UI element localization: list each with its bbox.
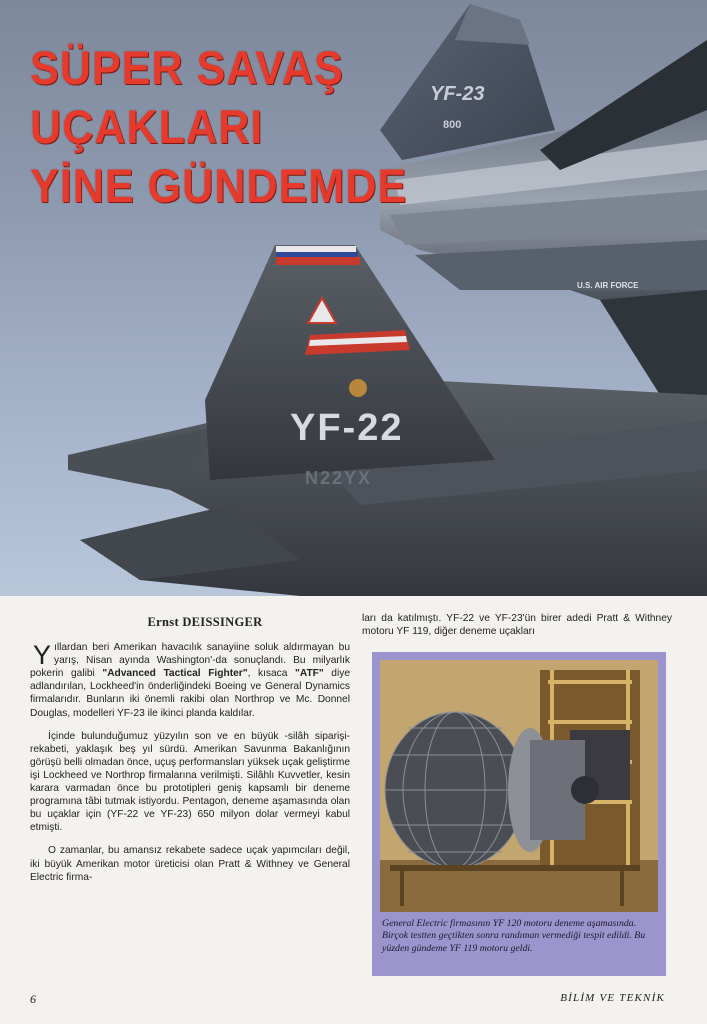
left-column xyxy=(30,616,350,894)
yf22-registration: N22YX xyxy=(305,468,373,488)
right-column xyxy=(362,612,672,638)
drop-cap: Y xyxy=(33,640,52,671)
paragraph-3: O zamanlar, bu amansız rekabete sadece uçak yapımcıları değil, iki büyük Amerikan motor üreticisi olan Pratt & Withney ve General Electric firma- xyxy=(30,845,350,883)
us-air-force-marking: U.S. AIR FORCE xyxy=(577,281,639,290)
atf-abbrev: "ATF" xyxy=(295,668,324,680)
headline-line-1: SÜPER SAVAŞ xyxy=(30,41,344,94)
paragraph-2: İçinde bulunduğumuz yüzyılın son ve en büyük -silâh siparişi-rekabeti, yaklaşık beş yıl sürdü. Amerikan Savunma Bakanlığının görüşü belli olmadan önce, uçuş performansları yüksek uçak geliştirme işi Lockheed ve Northrop firmalarına verilmişti. Silâhlı Kuvvetler, kesin karara varmadan önce bu prototipleri geniş kapsamlı bir deneme programına tâbi tutmak istiyordu. Pentagon, deneme aşamasında olan bu uçaklar için (YF-22 ve YF-23) 650 milyon dolar vermeyi kabul etmişti. xyxy=(30,730,350,834)
yf22-tail-label: YF-22 xyxy=(290,407,404,449)
paragraph-1-text-a: ıllardan beri Amerikan havacılık sanayiine soluk aldırmayan bu yarış, Nisan ayında Washington'-da sonuçlandı. Bu milyarlık pokerin galibi xyxy=(30,642,350,680)
paragraph-1 xyxy=(30,641,350,720)
right-paragraph-1: ları da katılmıştı. YF-22 ve YF-23'ün birer adedi Pratt & Withney motoru YF 119, diğer deneme uçakları xyxy=(362,613,672,638)
paragraph-1-text-b: , kısaca xyxy=(247,668,296,680)
atf-term: "Advanced Tactical Fighter" xyxy=(102,668,248,680)
paragraph-1-text-c: diye adlandırılan, Lockheed'in önderliğindeki Boeing ve General Dynamics firmalarıdır. Bunların iki önemli rakibi olan Northrop ve Mc. Donnel Douglas, modelleri YF-23 ile ikinci planda kaldılar. xyxy=(30,668,350,719)
engine-photo xyxy=(380,660,658,912)
engine-figure xyxy=(372,652,666,976)
yf23-tail-number: 800 xyxy=(443,119,462,131)
author-byline: Ernst DEISSINGER xyxy=(147,615,263,629)
headline-line-3: YİNE GÜNDEMDE xyxy=(30,159,408,212)
yf23-tail-label: YF-23 xyxy=(430,83,485,105)
magazine-name: BİLİM VE TEKNİK xyxy=(560,992,665,1004)
engine-test-rig-illustration xyxy=(380,660,658,912)
headline xyxy=(30,38,440,215)
page-number: 6 xyxy=(30,992,36,1006)
headline-line-2: UÇAKLARI xyxy=(30,100,264,153)
figure-caption: General Electric firmasının YF 120 motoru deneme aşamasında. Birçok testten geçtikten sonra randıman vermediği tespit edildi. Bu yüzden gündeme YF 119 motoru geldi. xyxy=(382,918,646,954)
